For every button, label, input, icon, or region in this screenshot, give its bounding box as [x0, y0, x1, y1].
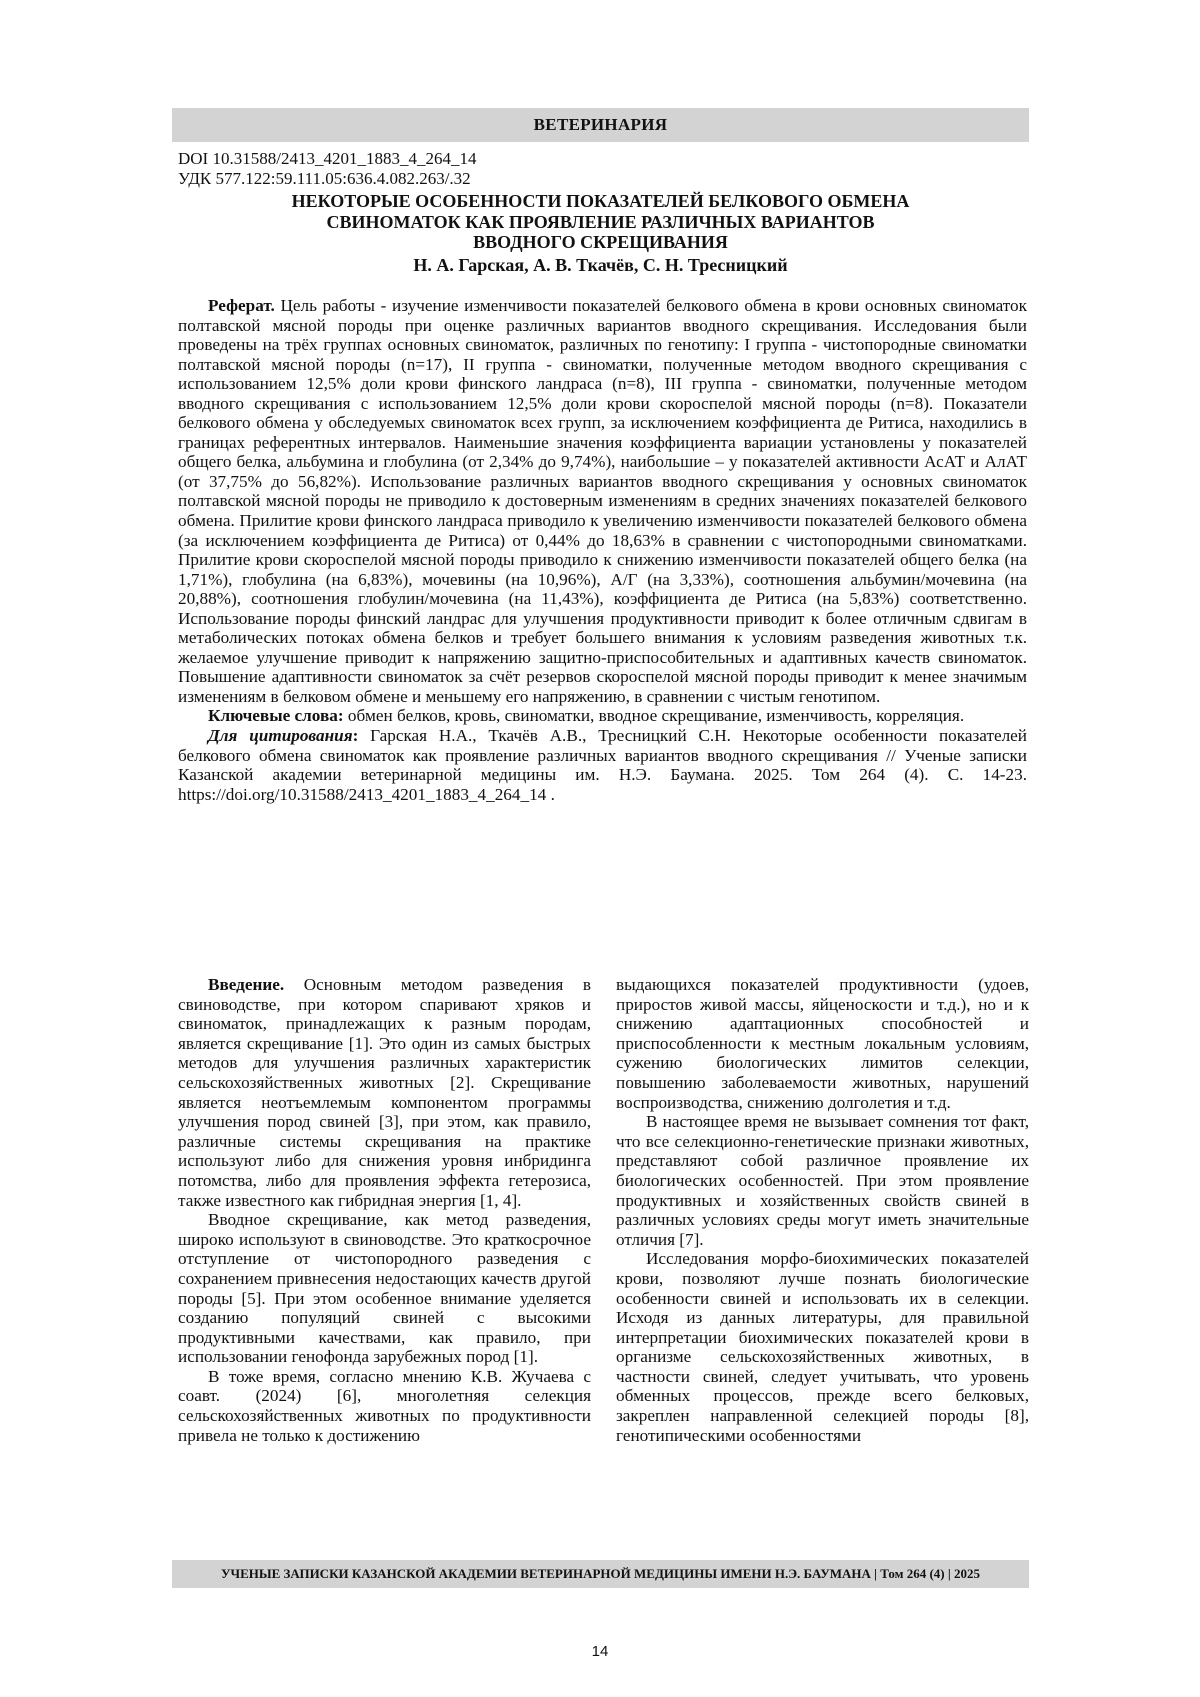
paragraph: выдающихся показателей продуктивности (удоев, приростов живой массы, яйценоскости и т.д.), но и к снижению адаптационных способностей и приспособленности к местным локальным условиям, сужению биологических лимитов селекции, повышению заболеваемости животных, нарушений воспроизводства, снижению долголетия и т.д.: [616, 975, 1029, 1112]
title-line: ВВОДНОГО СКРЕЩИВАНИЯ: [473, 232, 728, 252]
citation-text: Гарская Н.А., Ткачёв А.В., Тресницкий С.Н. Некоторые особенности показателей белкового обмена свиноматок как проявление различных вариантов вводного скрещивания // Ученые записки Казанской академии ветеринарной медицины им. Н.Э. Баумана. 2025. Том 264 (4). С. 14-23. https://doi.org/10.31588/2413_4201_1883_4_264_14 .: [178, 726, 1027, 804]
paragraph: В тоже время, согласно мнению К.В. Жучаева с соавт. (2024) [6], многолетняя селекция сельскохозяйственных животных по продуктивности привела не только к достижению: [178, 1366, 591, 1445]
paragraph: В настоящее время не вызывает сомнения тот факт, что все селекционно-генетические признаки животных, представляют собой различное проявление их биологических особенностей. При этом проявление продуктивных и хозяйственных свойств свиней в различных условиях среды могут иметь значительные отличия [7].: [616, 1112, 1029, 1249]
journal-footer: УЧЕНЫЕ ЗАПИСКИ КАЗАНСКОЙ АКАДЕМИИ ВЕТЕРИНАРНОЙ МЕДИЦИНЫ ИМЕНИ Н.Э. БАУМАНА | Том 264 (4) | 2025: [172, 1560, 1029, 1588]
citation-label: Для цитирования: [208, 726, 353, 746]
paragraph-text: Основным методом разведения в свиноводстве, при котором спаривают хряков и свиноматок, принадлежащих к разным породам, является скрещивание [1]. Это один из самых быстрых методов для улучшения различных характеристик сельскохозяйственных животных [2]. Скрещивание является неотъемлемым компонентом программы улучшения пород свиней [3], при этом, как правило, различные системы скрещивания на практике используют либо для снижения уровня инбридинга потомства, либо для проявления эффекта гетерозиса, также известного как гибридная энергия [1, 4].: [178, 975, 591, 1210]
keywords: [178, 706, 1027, 726]
paragraph: Исследования морфо-биохимических показателей крови, позволяют лучше познать биологические особенности свиней и использовать их в селекции. Исходя из данных литературы, для правильной интерпретации биохимических показателей крови в организме сельскохозяйственных животных, в частности свиней, следует учитывать, что уровень обменных процессов, прежде всего белковых, закреплен направленной селекцией породы [8], генотипическими особенностями: [616, 1249, 1029, 1445]
section-header: ВЕТЕРИНАРИЯ: [172, 108, 1029, 142]
keywords-text: обмен белков, кровь, свиноматки, вводное скрещивание, изменчивость, корреляция.: [343, 706, 965, 726]
authors: Н. А. Гарская, А. В. Ткачёв, С. Н. Тресницкий: [413, 255, 788, 275]
body-column-right: [616, 975, 1029, 1445]
citation: [178, 726, 1027, 804]
paragraph: Вводное скрещивание, как метод разведения, широко используют в свиноводстве. Это краткосрочное отступление от чистопородного разведения с сохранением привнесения недостающих качеств другой породы [5]. При этом особенное внимание уделяется созданию популяций свиней с высокими продуктивными качествами, как правило, при использовании генофонда зарубежных пород [1].: [178, 1210, 591, 1367]
abstract-block: [178, 296, 1027, 804]
page-number: 14: [591, 1643, 609, 1660]
doi: DOI 10.31588/2413_4201_1883_4_264_14: [178, 149, 477, 168]
abstract-text: Цель работы - изучение изменчивости показателей белкового обмена в крови основных свиноматок полтавской мясной породы при оценке различных вариантов вводного скрещивания. Исследования были проведены на трёх группах основных свиноматок, различных по генотипу: I группа - чистопородные свиноматки полтавской мясной породы (n=17), II группа - свиноматки, полученные методом вводного скрещивания с использованием 12,5% доли крови финского ландраса (n=8), III группа - свиноматки, полученные методом вводного скрещивания с использованием 12,5% доли крови скороспелой мясной породы (n=8). Показатели белкового обмена у обследуемых свиноматок всех групп, за исключением коэффициента де Ритиса, находились в границах референтных интервалов. Наименьшие значения коэффициента вариации установлены у показателей общего белка, альбумина и глобулина (от 2,34% до 9,74%), наибольшие – у показателей активности АсАТ и АлАТ (от 37,75% до 56,82%). Использование различных вариантов вводного скрещивания у основных свиноматок полтавской мясной породы не приводило к достоверным изменениям в средних значениях показателей белкового обмена. Прилитие крови финского ландраса приводило к увеличению изменчивости показателей белкового обмена (за исключением коэффициента де Ритиса) от 0,44% до 18,63% в сравнении с чистопородными свиноматками. Прилитие крови скороспелой мясной породы приводило к снижению изменчивости показателей общего белка (на 1,71%), глобулина (на 6,83%), мочевины (на 10,96%), А/Г (на 3,33%), соотношения альбумин/мочевина (на 20,88%), соотношения глобулин/мочевина (на 11,43%), коэффициента де Ритиса (на 5,83%) соответственно. Использование породы финский ландрас для улучшения продуктивности приводит к более отличным сдвигам в метаболических потоках обмена белков и требует большего внимания к условиям разведения животных т.к. желаемое улучшение приводит к напряжению защитно-приспособительных и адаптивных качеств свиноматок. Повышение адаптивности свиноматок за счёт резервов скороспелой мясной породы приводит к менее значимым изменениям в белковом обмене и меньшему его напряжению, в сравнении с чистым генотипом.: [178, 296, 1027, 706]
title-line: СВИНОМАТОК КАК ПРОЯВЛЕНИЕ РАЗЛИЧНЫХ ВАРИАНТОВ: [326, 211, 875, 232]
article-title: [172, 191, 1029, 253]
paragraph: [178, 975, 591, 1210]
title-line: НЕКОТОРЫЕ ОСОБЕННОСТИ ПОКАЗАТЕЛЕЙ БЕЛКОВОГО ОБМЕНА: [291, 191, 910, 211]
udk: УДК 577.122:59.111.05:636.4.082.263/.32: [178, 169, 471, 188]
abstract: [178, 296, 1027, 706]
citation-colon: :: [352, 726, 359, 746]
intro-label: Введение.: [208, 975, 285, 994]
keywords-label: Ключевые слова:: [208, 706, 344, 726]
abstract-label: Реферат.: [208, 296, 275, 315]
body-column-left: [178, 975, 591, 1445]
